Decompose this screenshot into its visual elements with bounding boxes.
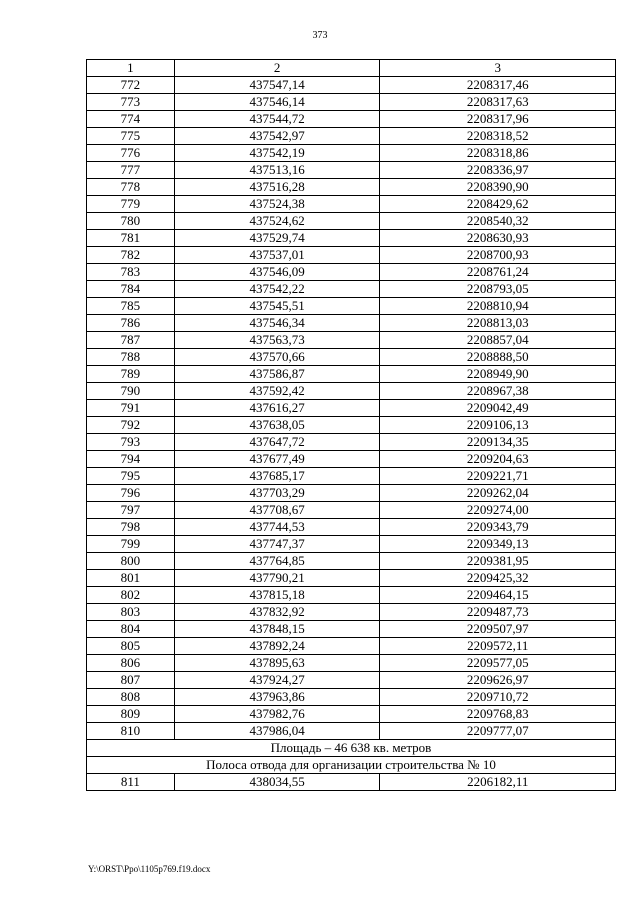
x-coordinate-cell: 437986,04 — [174, 723, 380, 740]
y-coordinate-cell: 2208810,94 — [380, 298, 616, 315]
y-coordinate-cell: 2208761,24 — [380, 264, 616, 281]
table-row — [87, 128, 616, 145]
x-coordinate-cell: 437848,15 — [174, 621, 380, 638]
y-coordinate-cell: 2208949,90 — [380, 366, 616, 383]
x-coordinate-cell: 437747,37 — [174, 536, 380, 553]
point-number-cell: 788 — [87, 349, 175, 366]
y-coordinate-cell: 2209626,97 — [380, 672, 616, 689]
y-coordinate-cell: 2206182,11 — [380, 774, 616, 791]
x-coordinate-cell: 437563,73 — [174, 332, 380, 349]
y-coordinate-cell: 2208967,38 — [380, 383, 616, 400]
y-coordinate-cell: 2208813,03 — [380, 315, 616, 332]
point-number-cell: 804 — [87, 621, 175, 638]
table-row — [87, 485, 616, 502]
point-number-cell: 805 — [87, 638, 175, 655]
x-coordinate-cell: 437524,62 — [174, 213, 380, 230]
y-coordinate-cell: 2209221,71 — [380, 468, 616, 485]
x-coordinate-cell: 437546,09 — [174, 264, 380, 281]
y-coordinate-cell: 2209768,83 — [380, 706, 616, 723]
table-row — [87, 230, 616, 247]
y-coordinate-cell: 2209134,35 — [380, 434, 616, 451]
y-coordinate-cell: 2209572,11 — [380, 638, 616, 655]
y-coordinate-cell: 2209262,04 — [380, 485, 616, 502]
table-row — [87, 502, 616, 519]
area-summary: Площадь – 46 638 кв. метров — [87, 740, 616, 757]
point-number-cell: 777 — [87, 162, 175, 179]
table-row — [87, 621, 616, 638]
y-coordinate-cell: 2209274,00 — [380, 502, 616, 519]
header-col-1: 1 — [87, 60, 175, 77]
point-number-cell: 775 — [87, 128, 175, 145]
y-coordinate-cell: 2208318,86 — [380, 145, 616, 162]
y-coordinate-cell: 2208336,97 — [380, 162, 616, 179]
table-row — [87, 400, 616, 417]
table-row — [87, 604, 616, 621]
x-coordinate-cell: 437592,42 — [174, 383, 380, 400]
point-number-cell: 780 — [87, 213, 175, 230]
point-number-cell: 802 — [87, 587, 175, 604]
y-coordinate-cell: 2208857,04 — [380, 332, 616, 349]
y-coordinate-cell: 2209106,13 — [380, 417, 616, 434]
point-number-cell: 793 — [87, 434, 175, 451]
header-row — [87, 60, 616, 77]
y-coordinate-cell: 2208630,93 — [380, 230, 616, 247]
x-coordinate-cell: 437982,76 — [174, 706, 380, 723]
table-row — [87, 264, 616, 281]
point-number-cell: 772 — [87, 77, 175, 94]
table-row — [87, 94, 616, 111]
point-number-cell: 783 — [87, 264, 175, 281]
x-coordinate-cell: 437764,85 — [174, 553, 380, 570]
x-coordinate-cell: 437544,72 — [174, 111, 380, 128]
table-row — [87, 774, 616, 791]
table-row — [87, 587, 616, 604]
x-coordinate-cell: 437708,67 — [174, 502, 380, 519]
y-coordinate-cell: 2208317,96 — [380, 111, 616, 128]
x-coordinate-cell: 437647,72 — [174, 434, 380, 451]
y-coordinate-cell: 2209381,95 — [380, 553, 616, 570]
area-summary-row — [87, 740, 616, 757]
point-number-cell: 792 — [87, 417, 175, 434]
y-coordinate-cell: 2209507,97 — [380, 621, 616, 638]
y-coordinate-cell: 2209777,07 — [380, 723, 616, 740]
x-coordinate-cell: 437547,14 — [174, 77, 380, 94]
coordinates-table — [86, 59, 616, 791]
x-coordinate-cell: 437542,19 — [174, 145, 380, 162]
page-number: 373 — [312, 30, 328, 41]
table-row — [87, 383, 616, 400]
table-row — [87, 366, 616, 383]
point-number-cell: 787 — [87, 332, 175, 349]
table-row — [87, 213, 616, 230]
y-coordinate-cell: 2209487,73 — [380, 604, 616, 621]
x-coordinate-cell: 437545,51 — [174, 298, 380, 315]
x-coordinate-cell: 438034,55 — [174, 774, 380, 791]
table-row — [87, 655, 616, 672]
y-coordinate-cell: 2208390,90 — [380, 179, 616, 196]
table-row — [87, 553, 616, 570]
point-number-cell: 790 — [87, 383, 175, 400]
table-row — [87, 468, 616, 485]
table-row — [87, 315, 616, 332]
point-number-cell: 776 — [87, 145, 175, 162]
point-number-cell: 785 — [87, 298, 175, 315]
point-number-cell: 808 — [87, 689, 175, 706]
table-row — [87, 298, 616, 315]
table-row — [87, 332, 616, 349]
x-coordinate-cell: 437924,27 — [174, 672, 380, 689]
y-coordinate-cell: 2208540,32 — [380, 213, 616, 230]
x-coordinate-cell: 437529,74 — [174, 230, 380, 247]
x-coordinate-cell: 437638,05 — [174, 417, 380, 434]
point-number-cell: 791 — [87, 400, 175, 417]
table-row — [87, 434, 616, 451]
x-coordinate-cell: 437703,29 — [174, 485, 380, 502]
section-title-row — [87, 757, 616, 774]
table-row — [87, 689, 616, 706]
y-coordinate-cell: 2208793,05 — [380, 281, 616, 298]
point-number-cell: 789 — [87, 366, 175, 383]
point-number-cell: 803 — [87, 604, 175, 621]
point-number-cell: 811 — [87, 774, 175, 791]
header-col-2: 2 — [174, 60, 380, 77]
x-coordinate-cell: 437542,97 — [174, 128, 380, 145]
table-row — [87, 179, 616, 196]
x-coordinate-cell: 437815,18 — [174, 587, 380, 604]
x-coordinate-cell: 437570,66 — [174, 349, 380, 366]
y-coordinate-cell: 2209425,32 — [380, 570, 616, 587]
x-coordinate-cell: 437513,16 — [174, 162, 380, 179]
table-row — [87, 349, 616, 366]
x-coordinate-cell: 437744,53 — [174, 519, 380, 536]
file-path-footer: Y:\ORST\Ppo\1105p769.f19.docx — [88, 864, 211, 874]
x-coordinate-cell: 437616,27 — [174, 400, 380, 417]
section-title: Полоса отвода для организации строительства № 10 — [87, 757, 616, 774]
y-coordinate-cell: 2209042,49 — [380, 400, 616, 417]
table-row — [87, 77, 616, 94]
table-row — [87, 111, 616, 128]
table-row — [87, 672, 616, 689]
table-row — [87, 281, 616, 298]
point-number-cell: 795 — [87, 468, 175, 485]
point-number-cell: 798 — [87, 519, 175, 536]
table-row — [87, 706, 616, 723]
x-coordinate-cell: 437546,34 — [174, 315, 380, 332]
point-number-cell: 806 — [87, 655, 175, 672]
y-coordinate-cell: 2208317,46 — [380, 77, 616, 94]
point-number-cell: 799 — [87, 536, 175, 553]
point-number-cell: 782 — [87, 247, 175, 264]
x-coordinate-cell: 437516,28 — [174, 179, 380, 196]
point-number-cell: 801 — [87, 570, 175, 587]
x-coordinate-cell: 437542,22 — [174, 281, 380, 298]
point-number-cell: 774 — [87, 111, 175, 128]
y-coordinate-cell: 2209204,63 — [380, 451, 616, 468]
point-number-cell: 784 — [87, 281, 175, 298]
point-number-cell: 773 — [87, 94, 175, 111]
table-row — [87, 196, 616, 213]
x-coordinate-cell: 437546,14 — [174, 94, 380, 111]
y-coordinate-cell: 2208888,50 — [380, 349, 616, 366]
table-row — [87, 451, 616, 468]
x-coordinate-cell: 437963,86 — [174, 689, 380, 706]
x-coordinate-cell: 437892,24 — [174, 638, 380, 655]
table-row — [87, 723, 616, 740]
x-coordinate-cell: 437832,92 — [174, 604, 380, 621]
y-coordinate-cell: 2208317,63 — [380, 94, 616, 111]
y-coordinate-cell: 2209343,79 — [380, 519, 616, 536]
table-row — [87, 536, 616, 553]
table-row — [87, 162, 616, 179]
coordinates-table-body — [87, 60, 616, 791]
table-row — [87, 247, 616, 264]
table-row — [87, 417, 616, 434]
y-coordinate-cell: 2208429,62 — [380, 196, 616, 213]
point-number-cell: 797 — [87, 502, 175, 519]
table-row — [87, 638, 616, 655]
x-coordinate-cell: 437524,38 — [174, 196, 380, 213]
point-number-cell: 796 — [87, 485, 175, 502]
y-coordinate-cell: 2208318,52 — [380, 128, 616, 145]
point-number-cell: 800 — [87, 553, 175, 570]
y-coordinate-cell: 2209464,15 — [380, 587, 616, 604]
table-row — [87, 519, 616, 536]
header-col-3: 3 — [380, 60, 616, 77]
y-coordinate-cell: 2209710,72 — [380, 689, 616, 706]
x-coordinate-cell: 437677,49 — [174, 451, 380, 468]
x-coordinate-cell: 437895,63 — [174, 655, 380, 672]
table-row — [87, 570, 616, 587]
point-number-cell: 786 — [87, 315, 175, 332]
y-coordinate-cell: 2209577,05 — [380, 655, 616, 672]
x-coordinate-cell: 437685,17 — [174, 468, 380, 485]
point-number-cell: 809 — [87, 706, 175, 723]
table-row — [87, 145, 616, 162]
y-coordinate-cell: 2209349,13 — [380, 536, 616, 553]
point-number-cell: 779 — [87, 196, 175, 213]
point-number-cell: 794 — [87, 451, 175, 468]
point-number-cell: 781 — [87, 230, 175, 247]
point-number-cell: 807 — [87, 672, 175, 689]
x-coordinate-cell: 437586,87 — [174, 366, 380, 383]
x-coordinate-cell: 437537,01 — [174, 247, 380, 264]
y-coordinate-cell: 2208700,93 — [380, 247, 616, 264]
x-coordinate-cell: 437790,21 — [174, 570, 380, 587]
point-number-cell: 810 — [87, 723, 175, 740]
point-number-cell: 778 — [87, 179, 175, 196]
